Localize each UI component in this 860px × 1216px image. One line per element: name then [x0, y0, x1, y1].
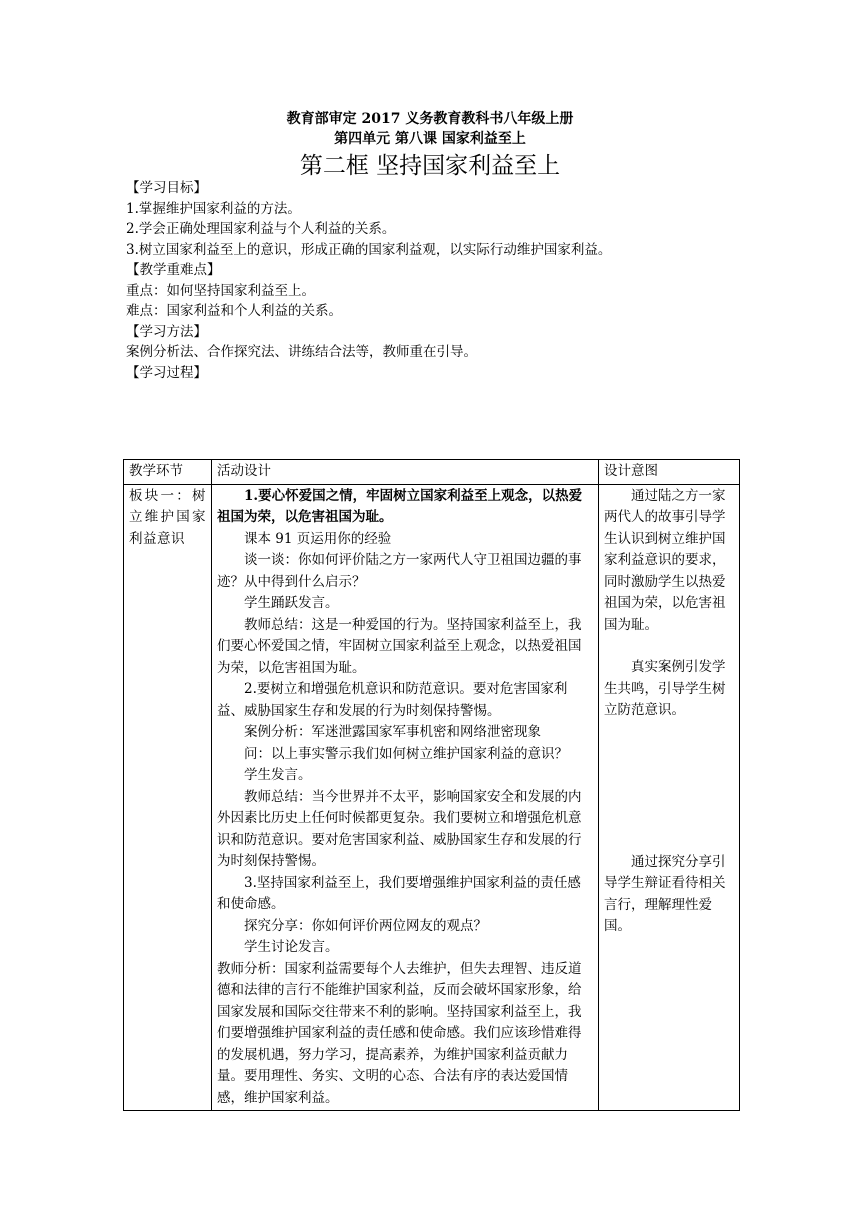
process-heading: 【学习过程】 — [126, 364, 207, 381]
activity-paragraph: 教师总结：这是一种爱国的行为。坚持国家利益至上，我们要心怀爱国之情，牢固树立国家利益至上观念，以热爱祖国为荣，以危害祖国为耻。 — [217, 616, 582, 676]
header-cell-stage: 教学环节 — [124, 460, 212, 485]
goal-item: 1.掌握维护国家利益的方法。 — [126, 200, 301, 217]
intent-text: 通过探究分享引导学生辩证看待相关言行，理解理性爱国。 — [604, 853, 726, 934]
activity-paragraph: 问：以上事实警示我们如何树立维护国家利益的意识？ — [244, 745, 568, 762]
method-heading: 【学习方法】 — [126, 323, 207, 340]
intent-text: 真实案例引发学生共鸣，引导学生树立防范意识。 — [604, 659, 726, 718]
lesson-table — [123, 459, 740, 1111]
activity-point-2: 2.要树立和增强危机意识和防范意识。要对危害国家利益、威胁国家生存和发展的行为时刻保持警惕。 — [217, 681, 568, 719]
key-point: 重点：如何坚持国家利益至上。 — [126, 282, 315, 299]
header-cell-intent: 设计意图 — [599, 460, 740, 485]
table-header-row — [124, 460, 740, 485]
activity-paragraph: 谈一谈：你如何评价陆之方一家两代人守卫祖国边疆的事迹？从中得到什么启示？ — [217, 552, 582, 590]
activity-paragraph: 探究分享：你如何评价两位网友的观点？ — [244, 917, 487, 934]
stage-cell — [124, 484, 212, 1111]
intent-cell — [599, 484, 740, 1111]
activity-point-1: 1.要心怀爱国之情，牢固树立国家利益至上观念，以热爱祖国为荣，以危害祖国为耻。 — [217, 487, 583, 525]
activity-paragraph: 课本 91 页运用你的经验 — [244, 530, 392, 547]
goal-item: 3.树立国家利益至上的意识，形成正确的国家利益观，以实际行动维护国家利益。 — [126, 241, 612, 258]
spacer — [604, 636, 734, 657]
intro-section — [126, 178, 746, 383]
difficult-point: 难点：国家利益和个人利益的关系。 — [126, 303, 342, 319]
header-cell-activity: 活动设计 — [212, 460, 599, 485]
spacer — [604, 722, 734, 852]
page-title: 第二框 坚持国家利益至上 — [299, 153, 561, 179]
activity-point-3: 3.坚持国家利益至上，我们要增强维护国家利益的责任感和使命感。 — [217, 874, 581, 912]
intent-text: 通过陆之方一家两代人的故事引导学生认识到树立维护国家利益意识的要求，同时激励学生以热爱祖国为荣，以危害祖国为耻。 — [604, 487, 726, 633]
activity-paragraph: 教师总结：当今世界并不太平，影响国家安全和发展的内外因素比历史上任何时候都更复杂。我们要树立和增强危机意识和防范意识。要对危害国家利益、威胁国家生存和发展的行为时刻保持警惕。 — [217, 788, 582, 869]
goal-item: 2.学会正确处理国家利益与个人利益的关系。 — [126, 221, 396, 237]
goals-heading: 【学习目标】 — [126, 180, 207, 196]
method-text: 案例分析法、合作探究法、讲练结合法等，教师重在引导。 — [126, 344, 477, 360]
textbook-header: 教育部审定 2017 义务教育教科书八年级上册 — [286, 111, 574, 127]
activity-paragraph: 学生讨论发言。 — [244, 939, 339, 955]
activity-paragraph: 学生发言。 — [244, 767, 312, 783]
lesson-header: 第四单元 第八课 国家利益至上 — [334, 131, 526, 147]
activity-cell — [212, 484, 599, 1111]
key-heading: 【教学重难点】 — [126, 262, 221, 278]
activity-paragraph: 学生踊跃发言。 — [244, 595, 339, 611]
activity-paragraph: 案例分析：军迷泄露国家军事机密和网络泄密现象 — [244, 724, 541, 740]
table-row — [124, 484, 740, 1111]
stage-text: 板块一：树立维护国家利益意识 — [129, 487, 206, 547]
activity-paragraph: 教师分析：国家利益需要每个人去维护，但失去理智、违反道德和法律的言行不能维护国家利益，反而会破坏国家形象，给国家发展和国际交往带来不利的影响。坚持国家利益至上，我们要增强维护国家利益的责任感和使命感。我们应该珍惜难得的发展机遇，努力学习，提高素养，为维护国家利益贡献力量。要用理性、务实、文明的心态、合法有序的表达爱国情感，维护国家利益。 — [217, 960, 582, 1106]
